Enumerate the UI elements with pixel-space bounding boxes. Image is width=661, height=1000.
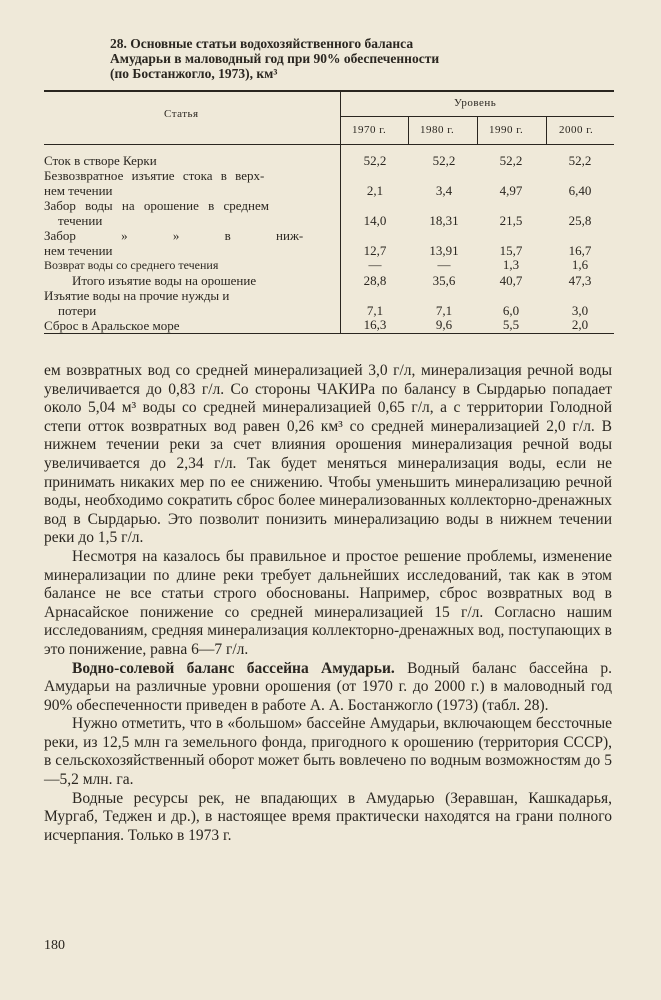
year-header-1970: 1970 г.	[352, 124, 387, 136]
table-cell: 21,5	[499, 213, 523, 228]
table-cell: 2,0	[571, 317, 589, 332]
caption-line-2: Амударьи в маловодный год при 90% обеспеченности	[110, 51, 440, 66]
table-cell: 6,0	[502, 303, 520, 318]
table-cell: —	[437, 257, 451, 272]
column-header-article: Статья	[164, 108, 199, 120]
caption-line-1: 28. Основные статьи водохозяйственного баланса	[110, 36, 414, 51]
table-cell: 14,0	[363, 213, 387, 228]
paragraph-1: ем возвратных вод со средней минерализацией 3,0 г/л, минерализация речной воды увеличивается до 0,83 г/л. Со стороны ЧАКИРа по балансу в Сырдарью попадает около 5,04 м³ воды со средней минерализацией 0,65 г/л, а с территории Голодной степи отток возвратных вод равен 0,26 км³ со средней минерализацией 2,0 г/л. В нижнем течении реки за счет влияния орошения минерализация речной воды увеличивается до 2,34 г/л. Так будет меняться минерализация воды, если не принимать никаких мер по ее снижению. Чтобы уменьшить минерализацию речной воды, необходимо сократить сброс более минерализованных коллекторно-дренажных вод в Сырдарью. Это позволит понизить минерализацию воды в нижнем течении реки до 1,5 г/л.	[44, 362, 612, 547]
column-header-level: Уровень	[454, 97, 497, 109]
table-cell: 12,7	[363, 243, 387, 258]
table-cell: 9,6	[435, 317, 453, 332]
section-heading: Водно-солевой баланс бассейна Амударьи.	[72, 659, 395, 677]
page-number: 180	[44, 938, 65, 953]
caption-line-3: (по Бостанжогло, 1973), км³	[110, 66, 278, 81]
table-cell: 13,91	[429, 243, 459, 258]
table-cell: 52,2	[568, 153, 592, 168]
table-cell: 15,7	[499, 243, 523, 258]
row-label-6: Итого изъятие воды на орошение	[72, 273, 257, 288]
paragraph-2: Несмотря на казалось бы правильное и простое решение проблемы, изменение минерализации по длине реки требует дальнейших исследований, так как в этом балансе не все статьи строго обоснованы. Например, сброс возвратных вод в Арнасайское понижение со средней минерализацией 15 г/л. Согласно нашим исследованиям, средняя минерализация коллекторно-дренажных вод, поступающих в это понижение, равна 6—7 г/л.	[44, 547, 612, 658]
row-label-7b: потери	[58, 303, 97, 318]
table-cell: 28,8	[363, 273, 387, 288]
table-cell: 40,7	[499, 273, 523, 288]
water-balance-table	[44, 90, 614, 335]
row-label-2b: нем течении	[44, 183, 113, 198]
year-header-1980: 1980 г.	[420, 124, 455, 136]
row-label-1: Сток в створе Керки	[44, 153, 157, 168]
paragraph-4: Нужно отметить, что в «большом» бассейне Амударьи, включающем бессточные реки, из 12,5 млн га земельного фонда, пригодного к орошению (территория СССР), в сельскохозяйственный оборот может быть вовлечено по водным возможностям до 5—5,2 млн. га.	[44, 715, 612, 789]
table-cell: 5,5	[502, 317, 520, 332]
paragraph-5: Водные ресурсы рек, не впадающих в Амударью (Зеравшан, Кашкадарья, Мургаб, Теджен и др.), в настоящее время практически находятся на грани полного исчерпания. Только в 1973 г.	[44, 789, 612, 844]
row-label-8: Сброс в Аральское море	[44, 318, 180, 333]
row-label-7a: Изъятие воды на прочие нужды и	[44, 288, 230, 303]
row-label-3a: Забор воды на орошение в среднем	[44, 198, 269, 213]
table-cell: 3,4	[435, 183, 453, 198]
table-cell: 1,6	[571, 257, 589, 272]
table-cell: 3,0	[571, 303, 589, 318]
row-label-4b: нем течении	[44, 243, 113, 258]
table-cell: 52,2	[499, 153, 523, 168]
table-cell: 2,1	[366, 183, 384, 198]
table-cell: 6,40	[568, 183, 592, 198]
table-cell: 7,1	[435, 303, 453, 318]
year-header-1990: 1990 г.	[489, 124, 524, 136]
table-cell: 52,2	[432, 153, 456, 168]
year-header-2000: 2000 г.	[559, 124, 594, 136]
table-cell: 18,31	[429, 213, 459, 228]
table-cell: 16,7	[568, 243, 592, 258]
row-label-5: Возврат воды со среднего течения	[44, 258, 219, 272]
paragraph-3-text: Водный баланс бассейна р. Амударьи на различные уровни орошения (от 1970 г. до 2000 г.) в маловодный год 90% обеспеченности приведен в работе А. А. Бостанжогло (1973) (табл. 28).	[44, 659, 613, 714]
table-cell: 7,1	[366, 303, 384, 318]
table-cell: 47,3	[568, 273, 592, 288]
row-label-4a: Забор » » в ниж-	[44, 228, 304, 243]
row-label-2a: Безвозвратное изъятие стока в верх-	[44, 168, 265, 183]
table-caption	[110, 36, 570, 81]
table-cell: 4,97	[499, 183, 523, 198]
body-text	[44, 362, 612, 845]
row-label-3b: течении	[58, 213, 103, 228]
table-cell: 1,3	[502, 257, 520, 272]
table-cell: 25,8	[568, 213, 592, 228]
table-cell: 35,6	[432, 273, 456, 288]
table-cell: —	[368, 257, 382, 272]
table-cell: 52,2	[363, 153, 387, 168]
table-cell: 16,3	[363, 317, 387, 332]
paragraph-3	[44, 660, 612, 716]
